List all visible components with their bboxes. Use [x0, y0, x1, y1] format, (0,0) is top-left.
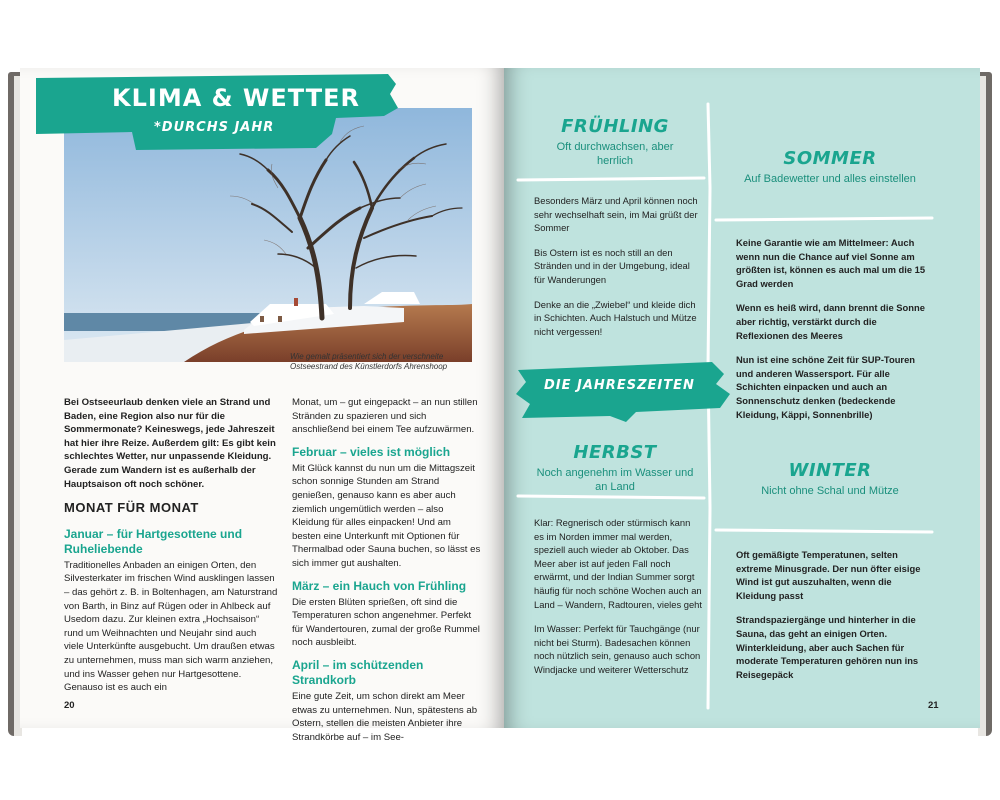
autumn-title: HERBST	[573, 442, 657, 463]
spring-para-3: Denke an die „Zwiebel“ und kleide dich in Schichten. Auch Halstuch und Mütze nicht vergessen!	[534, 298, 697, 337]
summer-title: SOMMER	[783, 148, 877, 169]
january-heading: Januar – für Hartgesottene und Ruheliebende	[64, 526, 243, 556]
page-number-right: 21	[928, 700, 939, 711]
left-page	[20, 68, 504, 743]
section-title: MONAT FÜR MONAT	[64, 500, 199, 516]
left-column-2	[292, 396, 482, 744]
right-page	[504, 68, 980, 728]
book-spread	[8, 64, 992, 743]
april-text: Eine gute Zeit, um schon direkt am Meer etwas zu unternehmen. Nun, spätestens ab Ostern, stellen die meisten Anbieter ihre Strandkörbe auf – im See-	[292, 690, 478, 743]
spring-text	[534, 194, 700, 349]
summer-text	[736, 236, 926, 432]
winter-title: WINTER	[788, 460, 872, 481]
autumn-para-2: Im Wasser: Perfekt für Tauchgänge (nur nicht bei Sturm). Badesachen können noch nützlich sein, genauso auch schon Windjacke und weiterer Wetterschutz	[534, 623, 701, 675]
spring-title: FRÜHLING	[561, 116, 669, 137]
header-banner	[36, 74, 404, 152]
page-title: KLIMA & WETTER	[112, 84, 360, 112]
autumn-text	[534, 516, 702, 688]
summer-para-2: Wenn es heiß wird, dann brennt die Sonne aber richtig, verstärkt durch die Reflexionen des Meeres	[736, 302, 925, 341]
january-text: Traditionelles Anbaden an einigen Orten, den Silvesterkater im frischen Wind ausklingen lassen – das gehört z. B. in Boltenhagen, am Naturstrand von Barth, in Binz auf Rügen oder in Ahlbeck auf Usedom dazu. Zur kleinen extra „Hochsaison“ rund um Weihnachten und Neujahr sind auch viele Unterkünfte ausgebucht. Um draußen etwas zu unternehmen, muss man sich warm anziehen, und ins Wasser gehen nur Hartgesottene. Genauso ist es auch ein	[64, 559, 278, 694]
autumn-para-1: Klar: Regnerisch oder stürmisch kann es im Norden immer mal werden, speziell auch wieder ab Oktober. Das Meer aber ist auf jeden Fall noch erwärmt, und der Indian Summer sorgt häufig für noch schöne Wochen auch an Land – Wandern, Radtouren, vieles geht	[534, 517, 702, 610]
winter-para-2: Strandspaziergänge und hinterher in die Sauna, das geht an einigen Orten. Winterkleidung, aber auch Sachen für moderate Temperaturen gehören nun ins Reisegepäck	[736, 614, 919, 680]
autumn-subtitle: Noch angenehm im Wasser und an Land	[536, 467, 694, 493]
spring-subtitle: Oft durchwachsen, aber herrlich	[556, 141, 674, 167]
march-heading: März – ein Hauch von Frühling	[292, 578, 467, 593]
seasons-label: DIE JAHRESZEITEN	[544, 378, 695, 393]
april-heading: April – im schützenden Strandkorb	[292, 657, 424, 687]
march-text: Die ersten Blüten sprießen, oft sind die Temperaturen schon angenehmer. Perfekt für Wandertouren, zumal der große Rummel noch ausbleibt.	[292, 596, 480, 649]
winter-para-1: Oft gemäßigte Temperatunen, selten extreme Minusgrade. Der nun öfter eisige Wind ist gut auszuhalten, wenn die Kleidung passt	[736, 549, 921, 601]
spring-para-2: Bis Ostern ist es noch still an den Stränden und in der Umgebung, ideal für Wanderungen	[534, 246, 690, 285]
page-subtitle: *DURCHS JAHR	[154, 120, 275, 135]
summer-subtitle: Auf Badewetter und alles einstellen	[744, 173, 916, 185]
summer-para-3: Nun ist eine schöne Zeit für SUP-Touren und anderen Wassersport. Für alle Schichten einpacken und auch an Sonnenschutz denken (bedeckende Kleidung, Käppi, Sonnenbrille)	[736, 354, 916, 420]
photo-caption: Wie gemalt präsentiert sich der verschneite Ostseestrand des Künstlerdorfs Ahrenshoop	[290, 352, 448, 371]
winter-subtitle: Nicht ohne Schal und Mütze	[761, 485, 899, 497]
february-heading: Februar – vieles ist möglich	[292, 444, 451, 459]
page-number-left: 20	[64, 700, 75, 711]
summer-para-1: Keine Garantie wie am Mittelmeer: Auch wenn nun die Chance auf viel Sonne am größten ist, können es auch mal um die 15 Grad werden	[736, 237, 926, 289]
spring-para-1: Besonders März und April können noch sehr wechselhaft sein, im Mai grüßt der Sommer	[534, 195, 698, 234]
february-text: Mit Glück kannst du nun um die Mittagszeit schon sonnige Stunden am Strand genießen, genauso kann es aber auch ziemlich ungemütlich werden – also Kleidung für alles einpacken! Und am besten eine Unterkunft mit Optionen für Thermalbad oder Sauna buchen, so lässt es sich immer gut aushalten.	[292, 462, 481, 569]
seasons-banner	[516, 360, 736, 424]
left-column-1	[64, 396, 278, 695]
intro-paragraph: Bei Ostseeurlaub denken viele an Strand und Baden, eine Region also nur für die Sommermonate? Keineswegs, jede Jahreszeit hat hier ihre Reize. Außerdem gilt: Es gibt kein schlechtes Wetter, nur unpassende Kleidung. Gerade zum Wandern ist es außerhalb der Hauptsaison oft noch schöner.	[64, 397, 276, 490]
january-text-continued: Monat, um – gut eingepackt – an nun stillen Stränden zu spazieren und sich anschließend bei einem Tee aufzuwärmen.	[292, 397, 478, 436]
winter-text	[736, 548, 926, 692]
